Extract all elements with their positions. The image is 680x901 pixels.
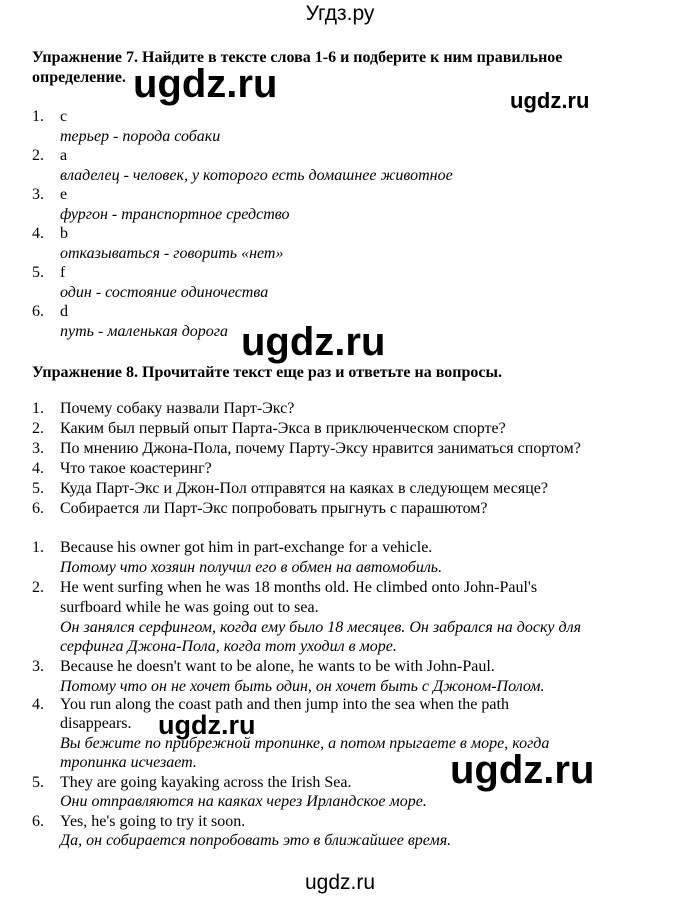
answer-russian: серфинга Джона-Пола, когда тот уходил в море. bbox=[60, 638, 397, 655]
ex7-item-number: 2. bbox=[32, 147, 44, 164]
ex7-item-number: 3. bbox=[32, 186, 44, 203]
question-text: По мнению Джона-Пола, почему Парту-Эксу нравится заниматься спортом? bbox=[60, 440, 581, 457]
answer-number: 1. bbox=[32, 539, 44, 556]
answer-english: disappears. bbox=[60, 715, 132, 732]
question-text: Что такое коастеринг? bbox=[60, 460, 212, 477]
ex7-item-definition: один - состояние одиночества bbox=[60, 284, 269, 301]
ex7-item-letter: e bbox=[60, 186, 68, 203]
answer-russian: тропинка исчезает. bbox=[60, 754, 197, 771]
ex7-item-number: 1. bbox=[32, 108, 44, 125]
answer-number: 6. bbox=[32, 813, 44, 830]
question-text: Каким был первый опыт Парта-Экса в приключенческом спорте? bbox=[60, 420, 506, 437]
ex7-item-definition: терьер - порода собаки bbox=[60, 128, 221, 145]
answer-russian: Потому что хозяин получил его в обмен на автомобиль. bbox=[60, 559, 443, 576]
watermark: ugdz.ru bbox=[133, 62, 278, 106]
ex7-item-letter: d bbox=[60, 303, 68, 320]
answer-english: surfboard while he was going out to sea. bbox=[60, 599, 319, 616]
answer-number: 4. bbox=[32, 696, 44, 713]
ex7-heading-line2: определение. bbox=[32, 69, 126, 86]
site-title-top: Угдз.ру bbox=[305, 2, 375, 25]
ex8-heading: Упражнение 8. Прочитайте текст еще раз и ответьте на вопросы. bbox=[32, 364, 502, 381]
answer-english: Because he doesn't want to be alone, he wants to be with John-Paul. bbox=[60, 658, 495, 675]
ex7-item-number: 4. bbox=[32, 225, 44, 242]
ex7-item-letter: f bbox=[60, 264, 66, 281]
question-text: Куда Парт-Экс и Джон-Пол отправятся на каяках в следующем месяце? bbox=[60, 480, 548, 497]
ex7-heading-line1: Упражнение 7. Найдите в тексте слова 1-6 и подберите к ним правильное bbox=[32, 49, 563, 66]
ex7-item-letter: a bbox=[60, 147, 68, 164]
watermark: ugdz.ru bbox=[241, 320, 386, 364]
question-number: 3. bbox=[32, 440, 44, 457]
watermark: ugdz.ru bbox=[158, 710, 256, 740]
answer-russian: Да, он собирается попробовать это в ближайшее время. bbox=[60, 832, 452, 849]
answer-russian: Он занялся серфингом, когда ему было 18 месяцев. Он забрался на доску для bbox=[60, 619, 582, 636]
answer-english: You run along the coast path and then jump into the sea when the path bbox=[60, 696, 509, 713]
ex7-item-definition: владелец - человек, у которого есть домашнее животное bbox=[60, 167, 453, 184]
answer-russian: Они отправляются на каяках через Ирландское море. bbox=[60, 793, 427, 810]
ex7-item-definition: путь - маленькая дорога bbox=[60, 323, 229, 340]
ex7-item-definition: отказываться - говорить «нет» bbox=[60, 245, 284, 262]
answer-english: He went surfing when he was 18 months old. He climbed onto John-Paul's bbox=[60, 579, 538, 596]
ex7-item-definition: фургон - транспортное средство bbox=[60, 206, 290, 223]
question-number: 4. bbox=[32, 460, 44, 477]
ex7-item-number: 6. bbox=[32, 303, 44, 320]
answer-english: They are going kayaking across the Irish Sea. bbox=[60, 774, 352, 791]
answer-number: 3. bbox=[32, 658, 44, 675]
question-number: 6. bbox=[32, 500, 44, 517]
answer-english: Yes, he's going to try it soon. bbox=[60, 813, 246, 830]
answer-number: 2. bbox=[32, 579, 44, 596]
ex7-item-number: 5. bbox=[32, 264, 44, 281]
question-number: 1. bbox=[32, 400, 44, 417]
answer-number: 5. bbox=[32, 774, 44, 791]
question-number: 2. bbox=[32, 420, 44, 437]
question-number: 5. bbox=[32, 480, 44, 497]
question-text: Почему собаку назвали Парт-Экс? bbox=[60, 400, 295, 417]
watermark: ugdz.ru bbox=[450, 748, 595, 792]
answer-english: Because his owner got him in part-exchange for a vehicle. bbox=[60, 539, 433, 556]
ex7-item-letter: c bbox=[60, 108, 68, 125]
watermark: ugdz.ru bbox=[510, 88, 590, 113]
question-text: Собирается ли Парт-Экс попробовать прыгнуть с парашютом? bbox=[60, 500, 488, 517]
answer-russian: Вы бежите по прибрежной тропинке, а потом прыгаете в море, когда bbox=[60, 735, 550, 752]
ex7-item-letter: b bbox=[60, 225, 68, 242]
site-title-bottom: ugdz.ru bbox=[304, 871, 376, 894]
answer-russian: Потому что он не хочет быть один, он хочет быть с Джоном-Полом. bbox=[60, 678, 545, 695]
